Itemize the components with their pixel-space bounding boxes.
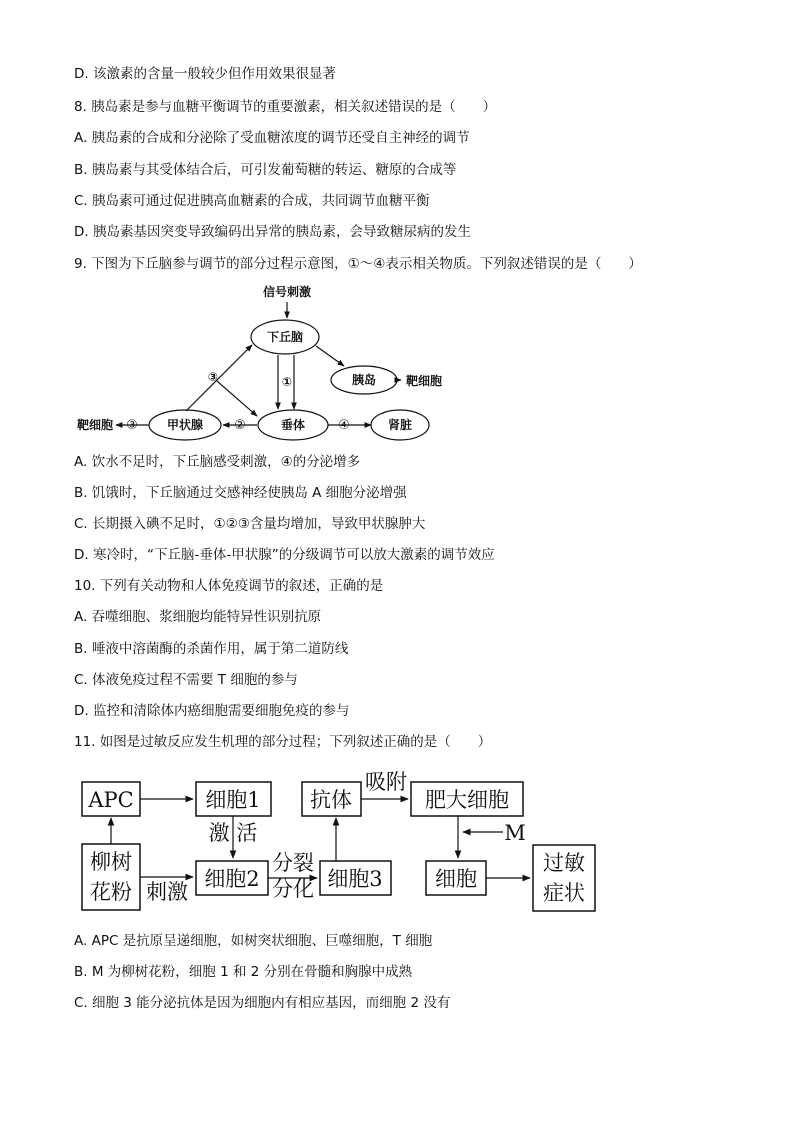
- mast-cell-label: 肥大细胞: [425, 788, 509, 812]
- substance-4-label: ④: [338, 418, 350, 433]
- target-cell-right-label: 靶细胞: [405, 374, 443, 388]
- differentiate-label: 分化: [272, 877, 314, 901]
- q10-stem: 10. 下列有关动物和人体免疫调节的叙述，正确的是: [74, 578, 384, 594]
- allergy-label-1: 过敏: [543, 851, 585, 875]
- antibody-label: 抗体: [310, 788, 352, 812]
- q11-option-a: A. APC 是抗原呈递细胞，如树突状细胞、巨噬细胞，T 细胞: [74, 933, 433, 949]
- apc-label: APC: [88, 788, 134, 812]
- m-label: M: [504, 821, 526, 845]
- q8-option-b: B. 胰岛素与其受体结合后，可引发葡萄糖的转运、糖原的合成等: [74, 162, 457, 178]
- stimulate-label: 刺激: [146, 880, 188, 904]
- pancreas-label: 胰岛: [351, 373, 377, 387]
- substance-2-label: ②: [234, 418, 246, 433]
- q10-option-b: B. 唾液中溶菌酶的杀菌作用，属于第二道防线: [74, 641, 349, 657]
- q10-option-c: C. 体液免疫过程不需要 T 细胞的参与: [74, 672, 298, 688]
- cell3-label: 细胞3: [327, 867, 383, 891]
- cell-label: 细胞: [435, 867, 477, 891]
- cell1-label: 细胞1: [205, 788, 261, 812]
- cell2-label: 细胞2: [204, 867, 260, 891]
- q10-option-d: D. 监控和清除体内癌细胞需要细胞免疫的参与: [74, 703, 350, 719]
- q7-option-d: D. 该激素的含量一般较少但作用效果很显著: [74, 66, 336, 82]
- signal-label: 信号刺激: [262, 285, 312, 299]
- substance-1-label: ①: [281, 375, 293, 389]
- q8-option-d: D. 胰岛素基因突变导致编码出异常的胰岛素，会导致糖尿病的发生: [74, 224, 471, 240]
- substance-3-left-label: ③: [126, 418, 138, 433]
- q10-option-a: A. 吞噬细胞、浆细胞均能特异性识别抗原: [74, 609, 322, 625]
- allergy-label-2: 症状: [543, 881, 585, 905]
- thyroid-label: 甲状腺: [166, 418, 204, 432]
- q9-option-c: C. 长期摄入碘不足时，①②③含量均增加，导致甲状腺肿大: [74, 516, 426, 532]
- q8-option-c: C. 胰岛素可通过促进胰高血糖素的合成，共同调节血糖平衡: [74, 193, 430, 209]
- target-cell-left-label: 靶细胞: [76, 418, 114, 432]
- q11-stem: 11. 如图是过敏反应发生机理的部分过程；下列叙述正确的是（ ）: [74, 734, 492, 750]
- q8-stem: 8. 胰岛素是参与血糖平衡调节的重要激素，相关叙述错误的是（ ）: [74, 99, 497, 115]
- q9-option-d: D. 寒冷时，“下丘脑-垂体-甲状腺”的分级调节可以放大激素的调节效应: [74, 547, 495, 563]
- divide-label: 分裂: [272, 851, 314, 875]
- pollen-label-2: 花粉: [90, 880, 132, 904]
- hypothalamus-label: 下丘脑: [266, 330, 304, 344]
- pollen-label-1: 柳树: [90, 850, 132, 874]
- substance-3-up-label: ③: [207, 370, 219, 384]
- q9-option-a: A. 饮水不足时，下丘脑感受刺激，④的分泌增多: [74, 454, 361, 470]
- adsorb-label: 吸附: [365, 770, 407, 794]
- q8-option-a: A. 胰岛素的合成和分泌除了受血糖浓度的调节还受自主神经的调节: [74, 130, 470, 146]
- q9-option-b: B. 饥饿时，下丘脑通过交感神经使胰岛 A 细胞分泌增强: [74, 485, 407, 501]
- kidney-label: 肾脏: [387, 418, 413, 432]
- activate-label: 激 活: [208, 821, 258, 845]
- q9-stem: 9. 下图为下丘脑参与调节的部分过程示意图，①～④表示相关物质。下列叙述错误的是（ ）: [74, 256, 642, 272]
- pituitary-label: 垂体: [280, 418, 306, 432]
- q11-option-c: C. 细胞 3 能分泌抗体是因为细胞内有相应基因，而细胞 2 没有: [74, 995, 451, 1011]
- q11-option-b: B. M 为柳树花粉，细胞 1 和 2 分别在骨髓和胸腺中成熟: [74, 964, 413, 980]
